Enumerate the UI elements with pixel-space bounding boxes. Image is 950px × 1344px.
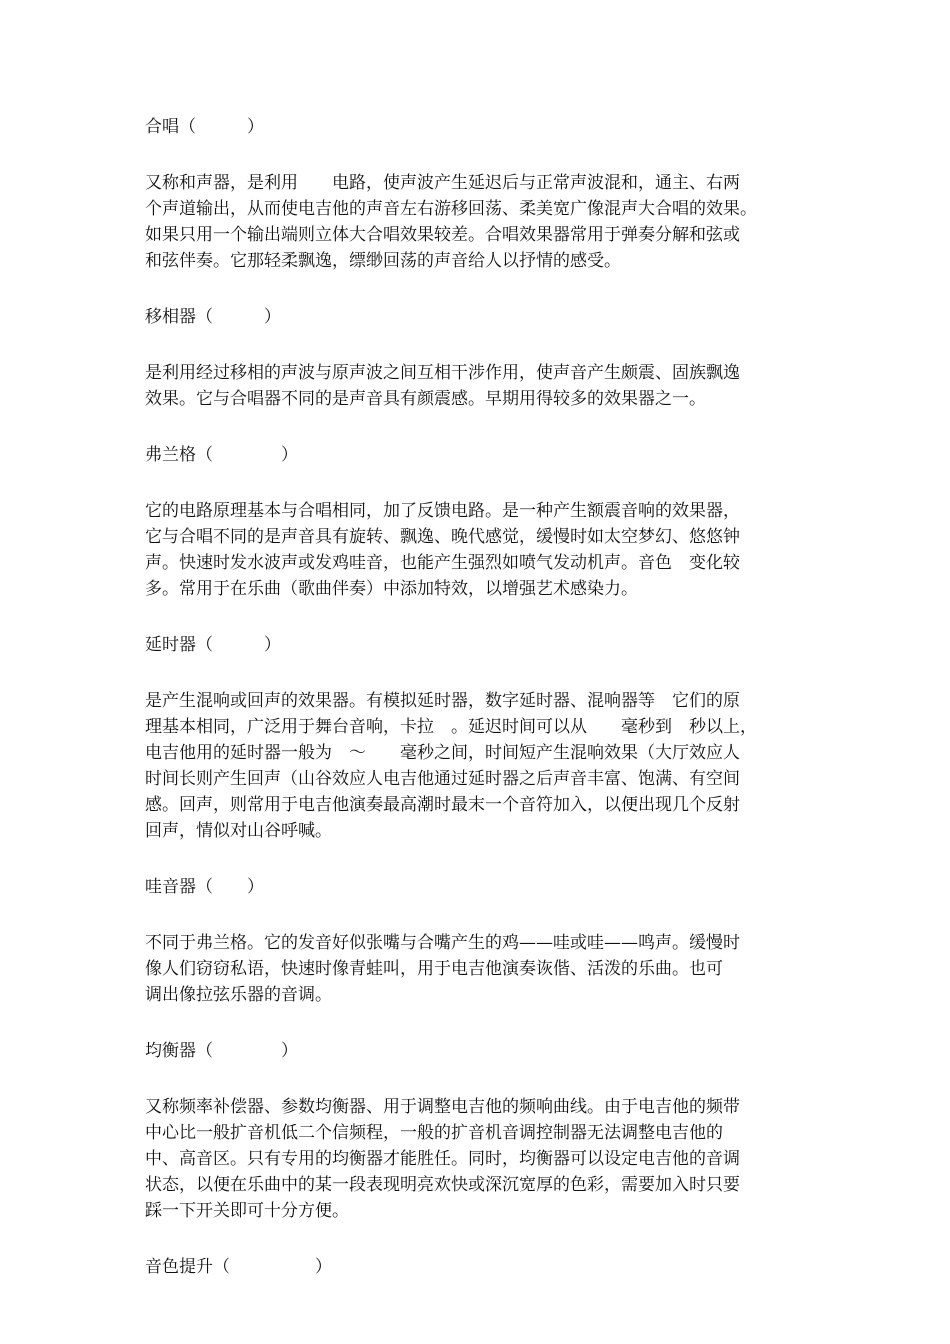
paragraph-line: 状态，以便在乐曲中的某一段表现明亮欢快或深沉宽厚的色彩，需要加入时只要: [145, 1175, 740, 1195]
paragraph-line: 如果只用一个输出端则立体大合唱效果较差。合唱效果器常用于弹奏分解和弦或: [145, 225, 740, 245]
section-chorus: [145, 114, 810, 304]
section-paragraph: [145, 360, 810, 412]
section-heading: 合唱（ ）: [145, 117, 264, 137]
section-flanger: [145, 442, 810, 632]
section-paragraph: [145, 170, 810, 274]
paragraph-line: 调出像拉弦乐器的音调。: [145, 985, 332, 1005]
paragraph-line: 又称和声器，是利用 电路，使声波产生延迟后与正常声波混和，通主、右两: [145, 173, 740, 193]
paragraph-line: 电吉他用的延时器一般为 ～ 毫秒之间，时间短产生混响效果（大厅效应人: [145, 743, 740, 763]
section-heading: 移相器（ ）: [145, 307, 281, 327]
section-paragraph: [145, 930, 810, 1008]
section-heading: 延时器（ ）: [145, 635, 281, 655]
paragraph-line: 是利用经过移相的声波与原声波之间互相干涉作用，使声音产生颇震、固族飘逸: [145, 363, 740, 383]
section-paragraph: [145, 498, 810, 602]
paragraph-line: 又称频率补偿器、参数均衡器、用于调整电吉他的频响曲线。由于电吉他的频带: [145, 1097, 740, 1117]
paragraph-line: 中、高音区。只有专用的均衡器才能胜任。同时，均衡器可以设定电吉他的音调: [145, 1149, 740, 1169]
paragraph-line: 它的电路原理基本与合唱相同，加了反馈电路。是一种产生额震音响的效果器，: [145, 501, 740, 521]
paragraph-line: 踩一下开关即可十分方便。: [145, 1201, 349, 1221]
section-phaser: [145, 304, 810, 442]
paragraph-line: 声。快速时发水波声或发鸡哇音，也能产生强烈如喷气发动机声。音色 变化较: [145, 553, 740, 573]
paragraph-line: 它与合唱不同的是声音具有旋转、飘逸、晚代感觉，缓慢时如太空梦幻、悠悠钟: [145, 527, 740, 547]
section-equalizer: [145, 1038, 810, 1254]
section-heading: 音色提升（ ）: [145, 1257, 332, 1277]
section-heading: 弗兰格（ ）: [145, 445, 298, 465]
paragraph-line: 中心比一般扩音机低二个信频程，一般的扩音机音调控制器无法调整电吉他的: [145, 1123, 723, 1143]
paragraph-line: 多。常用于在乐曲（歌曲伴奏）中添加特效，以增强艺术感染力。: [145, 579, 638, 599]
section-delay: [145, 632, 810, 874]
paragraph-line: 回声，情似对山谷呼喊。: [145, 821, 332, 841]
section-heading: 均衡器（ ）: [145, 1041, 298, 1061]
paragraph-line: 像人们窃窃私语，快速时像青蛙叫，用于电吉他演奏诙偕、活泼的乐曲。也可: [145, 959, 723, 979]
paragraph-line: 和弦伴奏。它那轻柔飘逸，缥缈回荡的声音给人以抒情的感受。: [145, 251, 621, 271]
section-heading: 哇音器（ ）: [145, 877, 264, 897]
paragraph-line: 个声道输出，从而使电吉他的声音左右游移回荡、柔美宽广像混声大合唱的效果。: [145, 199, 757, 219]
section-paragraph: [145, 688, 810, 844]
section-wah: [145, 874, 810, 1038]
paragraph-line: 不同于弗兰格。它的发音好似张嘴与合嘴产生的鸡——哇或哇——鸣声。缓慢时: [145, 933, 740, 953]
paragraph-line: 时间长则产生回声（山谷效应人电吉他通过延时器之后声音丰富、饱满、有空间: [145, 769, 740, 789]
paragraph-line: 感。回声，则常用于电吉他演奏最高潮时最末一个音符加入，以便出现几个反射: [145, 795, 740, 815]
paragraph-line: 效果。它与合唱器不同的是声音具有颜震感。早期用得较多的效果器之一。: [145, 389, 706, 409]
document-page: [145, 114, 810, 1280]
paragraph-line: 是产生混响或回声的效果器。有模拟延时器，数字延时器、混响器等 它们的原: [145, 691, 740, 711]
section-paragraph: [145, 1094, 810, 1224]
section-tone-boost: [145, 1254, 810, 1280]
paragraph-line: 理基本相同，广泛用于舞台音响，卡拉 。延迟时间可以从 毫秒到 秒以上，: [145, 717, 757, 737]
